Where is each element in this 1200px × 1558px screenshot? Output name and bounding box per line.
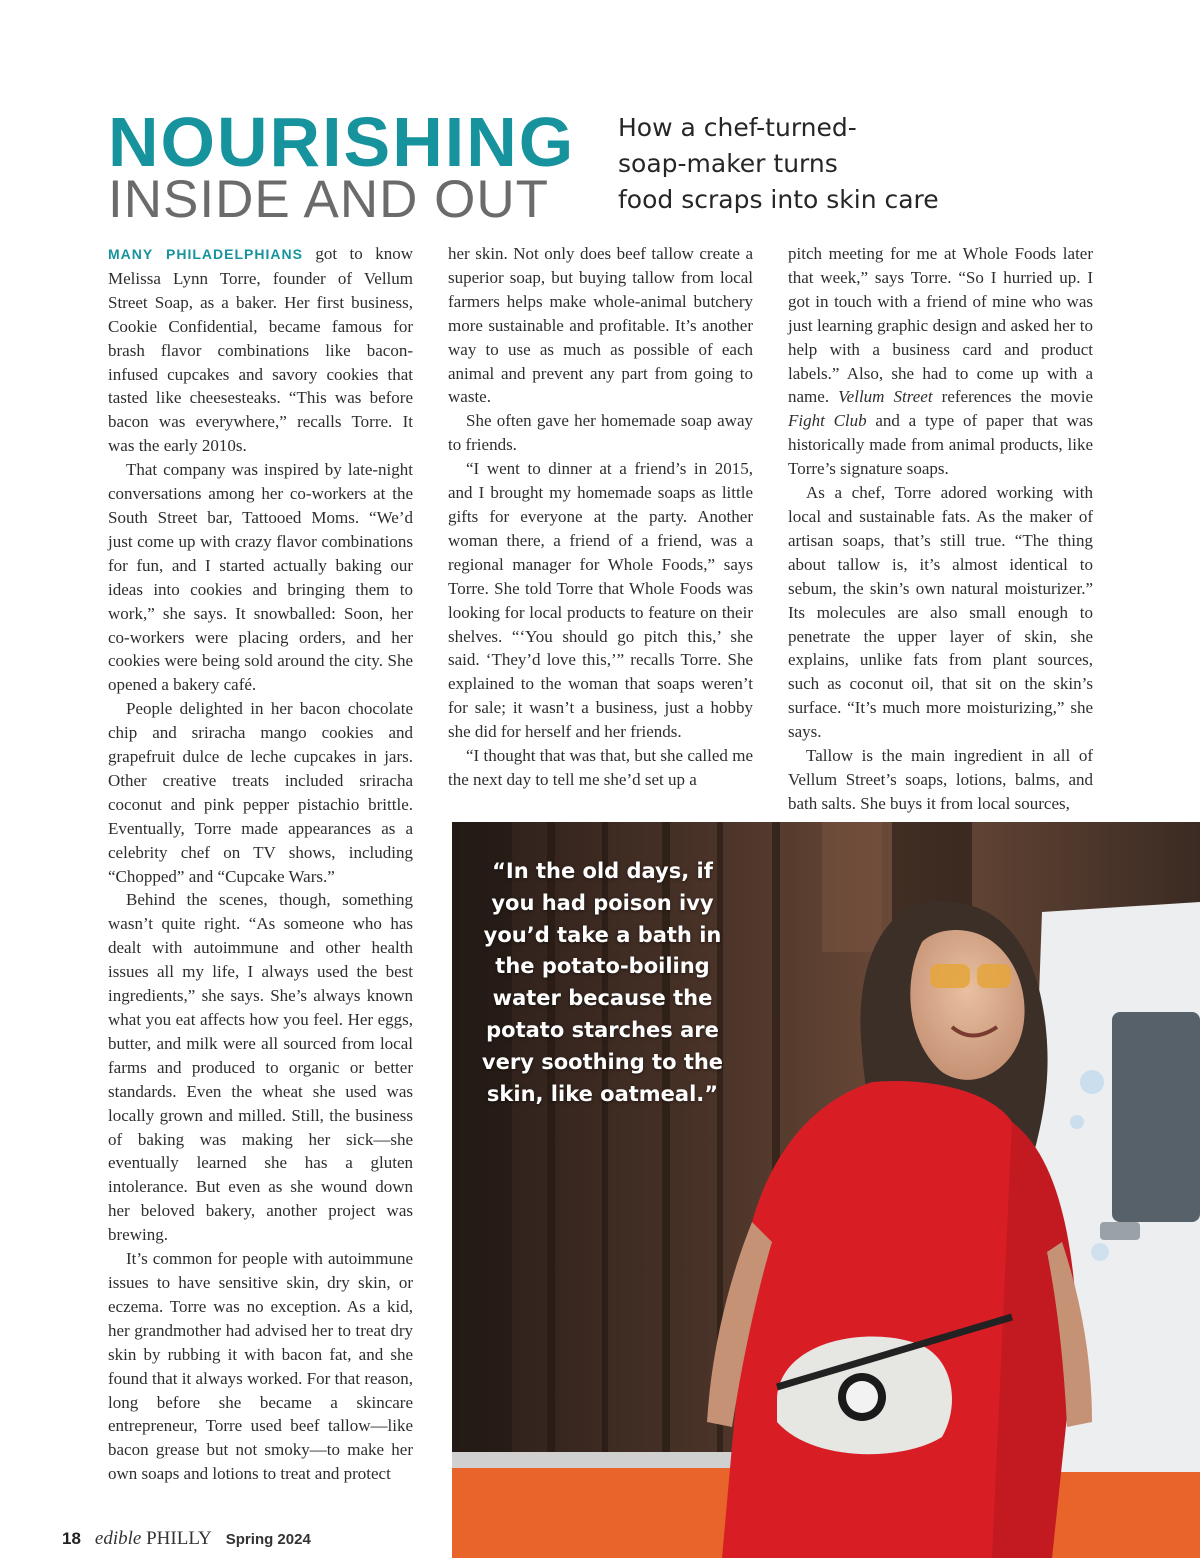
- paragraph: It’s common for people with autoimmune issues to have sensitive skin, dry skin, or eczema. Torre was no exception. As a kid, her grandmother had advised her to treat dry skin by rubbing it with bacon fat, and she found that it always worked. For that reason, long before she became a skincare entrepreneur, Torre used beef tallow—like bacon grease but not smoky—to make her own soaps and lotions to treat and protect: [108, 1249, 413, 1484]
- paragraph-text: and a type of paper that was historically made from animal products, like Torre’s signature soaps.: [788, 411, 1093, 479]
- pull-quote: “In the old days, if you had poison ivy you’d take a bath in the potato-boiling water because the potato starches are very soothing to the skin, like oatmeal.”: [481, 859, 724, 1106]
- emphasis-brand: Vellum Street: [838, 387, 933, 407]
- article-column-3: [788, 242, 1093, 816]
- publication-name-italic: edible: [94, 1528, 142, 1549]
- headline-main: NOURISHING: [108, 103, 576, 181]
- paragraph: her skin. Not only does beef tallow create a superior soap, but buying tallow from local farmers helps make whole-animal butchery more sustainable and profitable. It’s another way to use as much as possible of each animal and prevent any part from going to waste.: [448, 244, 753, 407]
- sunglasses-lens: [930, 964, 970, 988]
- paragraph: Tallow is the main ingredient in all of Vellum Street’s soaps, lotions, balms, and bath salts. She buys it from local sources,: [788, 746, 1093, 813]
- paragraph-text: got to know Melissa Lynn Torre, founder of Vellum Street Soap, as a baker. Her first business, Cookie Confidential, became famous for brash flavor combinations like bacon-infused cupcakes and savory cookies that tasted like cheesesteaks. “This was before bacon was everywhere,” recalls Torre. It was the early 2010s.: [108, 244, 413, 456]
- paragraph: “I went to dinner at a friend’s in 2015, and I brought my homemade soaps as little gifts for everyone at the party. Another woman there, a friend of a friend, was a regional manager for Whole Foods,” says Torre. She told Torre that Whole Foods was looking for local products to feature on their shelves. “‘You should go pitch this,’ she said. ‘They’d love this,’” recalls Torre. She explained to the woman that soaps weren’t for sale; it wasn’t a business, just a hobby she did for herself and her friends.: [448, 459, 753, 742]
- van-window: [1112, 1012, 1200, 1222]
- headline-sub: INSIDE AND OUT: [108, 170, 550, 229]
- paragraph: People delighted in her bacon chocolate chip and sriracha mango cookies and grapefruit dulce de leche cupcakes in jars. Other creative treats included sriracha coconut and pink pepper pistachio brittle. Eventually, Torre made appearances as a celebrity chef on TV shows, including “Chopped” and “Cupcake Wars.”: [108, 699, 413, 886]
- paragraph: [108, 242, 413, 458]
- page-number: 18: [62, 1529, 81, 1548]
- emphasis-movie: Fight Club: [788, 411, 867, 431]
- publication-name: [95, 1528, 212, 1550]
- paragraph: [788, 242, 1093, 481]
- article-column-2: [448, 242, 753, 792]
- paragraph: Behind the scenes, though, something wasn’t quite right. “As someone who has dealt with autoimmune and other health issues all my life, I always used the best ingredients,” she says. She’s always known what you eat affects how you feel. Her eggs, butter, and milk were all sourced from local farms and produced to organic or better standards. Even the wheat she used was locally grown and milled. Still, the business of baking was making her sick—she eventually learned she has a gluten intolerance. But even as she wound down her beloved bakery, another project was brewing.: [108, 890, 413, 1245]
- issue-date: Spring 2024: [225, 1531, 311, 1548]
- paragraph: That company was inspired by late-night conversations among her co-workers at the South Street bar, Tattooed Moms. “We’d just come up with crazy flavor combinations for fun, and I started actually baking our ideas into cookies and bringing them to work,” she says. It snowballed: Soon, her co-workers were placing orders, and her cookies were being sold around the city. She opened a bakery café.: [108, 460, 413, 695]
- paragraph: She often gave her homemade soap away to friends.: [448, 411, 753, 455]
- deck: [618, 110, 978, 218]
- paragraph-text: pitch meeting for me at Whole Foods later that week,” says Torre. “So I hurried up. I got in touch with a friend of mine who was just learning graphic design and asked her to help with a business card and product labels.” Also, she had to come up with a name.: [788, 244, 1093, 407]
- paragraph: As a chef, Torre adored working with local and sustainable fats. As the maker of artisan soaps, that’s still true. “The thing about tallow is, it’s almost identical to sebum, the skin’s own natural moisturizer.” Its molecules are also small enough to penetrate the upper layer of skin, she explains, unlike fats from plant sources, such as coconut oil, that sit on the skin’s surface. “It’s much more moisturizing,” she says.: [788, 483, 1093, 742]
- paragraph-text: references the movie: [932, 387, 1093, 407]
- lead-in: MANY PHILADELPHIANS: [108, 246, 303, 262]
- publication-name-caps: PHILLY: [146, 1528, 212, 1549]
- deck-line: soap-maker turns: [618, 149, 838, 178]
- paragraph: “I thought that was that, but she called me the next day to tell me she’d set up a: [448, 746, 753, 789]
- deck-line: How a chef-turned-: [618, 113, 857, 142]
- article-column-1: [108, 242, 413, 1486]
- deck-line: food scraps into skin care: [618, 185, 939, 214]
- page-footer: [62, 1528, 311, 1554]
